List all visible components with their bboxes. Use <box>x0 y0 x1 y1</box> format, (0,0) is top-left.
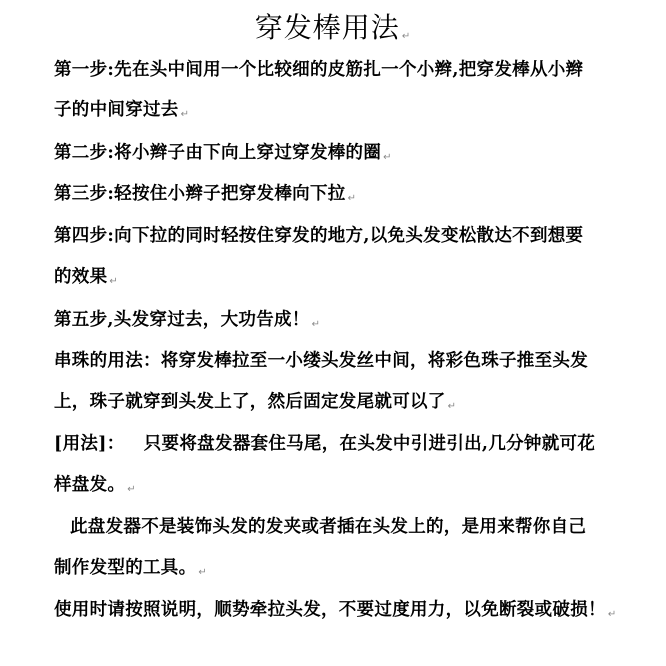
paragraph-mark-icon: ↵ <box>383 152 392 163</box>
text-line: 第四步:向下拉的同时轻按住穿发的地方,以免头发变松散达不到想要 <box>54 226 584 246</box>
paragraph-mark-icon: ↵ <box>198 567 208 578</box>
paragraph-mark-icon: ↵ <box>311 319 321 330</box>
paragraph-mark-icon: ↵ <box>127 484 136 495</box>
text-line: 的效果 <box>54 267 108 287</box>
paragraph-mark-icon: ↵ <box>447 401 457 412</box>
text-line: 第三步:轻按住小辫子把穿发棒向下拉 <box>54 184 346 204</box>
text-line: [用法]： 只要将盘发器套住马尾，在头发中引进引出,几分钟就可花 <box>54 434 596 454</box>
note-line-2 <box>54 555 654 586</box>
step-4-line-2 <box>54 264 654 295</box>
paragraph-mark-icon: ↵ <box>401 31 412 42</box>
paragraph-mark-icon: ↵ <box>109 276 119 287</box>
beads-usage-line-2 <box>54 389 654 420</box>
step-2-line <box>54 140 654 171</box>
step-5-line <box>54 307 654 338</box>
text-line: 使用时请按照说明，顺势牵拉头发，不要过度用力，以免断裂或破损！ <box>54 600 606 620</box>
text-line: 样盘发。 <box>54 475 126 495</box>
step-4-line-1 <box>54 223 654 249</box>
text-line: 制作发型的工具。 <box>54 558 197 578</box>
text-line: 上，珠子就穿到头发上了，然后固定发尾就可以了 <box>54 392 446 412</box>
usage-line-1 <box>54 431 654 457</box>
paragraph-mark-icon: ↵ <box>607 609 617 620</box>
usage-line-2 <box>54 472 654 503</box>
text-line: 第一步:先在头中间用一个比较细的皮筋扎一个小辫,把穿发棒从小辫 <box>54 60 584 80</box>
paragraph-mark-icon: ↵ <box>347 193 357 204</box>
step-3-line <box>54 181 654 212</box>
step-1-line-2 <box>54 97 654 128</box>
document-title <box>0 8 666 57</box>
text-line: 串珠的用法：将穿发棒拉至一小缕头发丝中间，将彩色珠子推至头发 <box>54 351 588 371</box>
note-line-1 <box>70 514 666 540</box>
text-line: 第二步:将小辫子由下向上穿过穿发棒的圈 <box>54 143 382 163</box>
text-line: 子的中间穿过去 <box>54 100 179 120</box>
text-line: 第五步,头发穿过去，大功告成！ <box>54 310 310 330</box>
warning-line <box>54 597 654 628</box>
title-text: 穿发棒用法 <box>254 11 400 44</box>
beads-usage-line-1 <box>54 348 654 374</box>
text-line: 此盘发器不是装饰头发的发夹或者插在头发上的，是用来帮你自己 <box>70 517 587 537</box>
paragraph-mark-icon: ↵ <box>180 109 190 120</box>
step-1-line-1 <box>54 57 654 83</box>
